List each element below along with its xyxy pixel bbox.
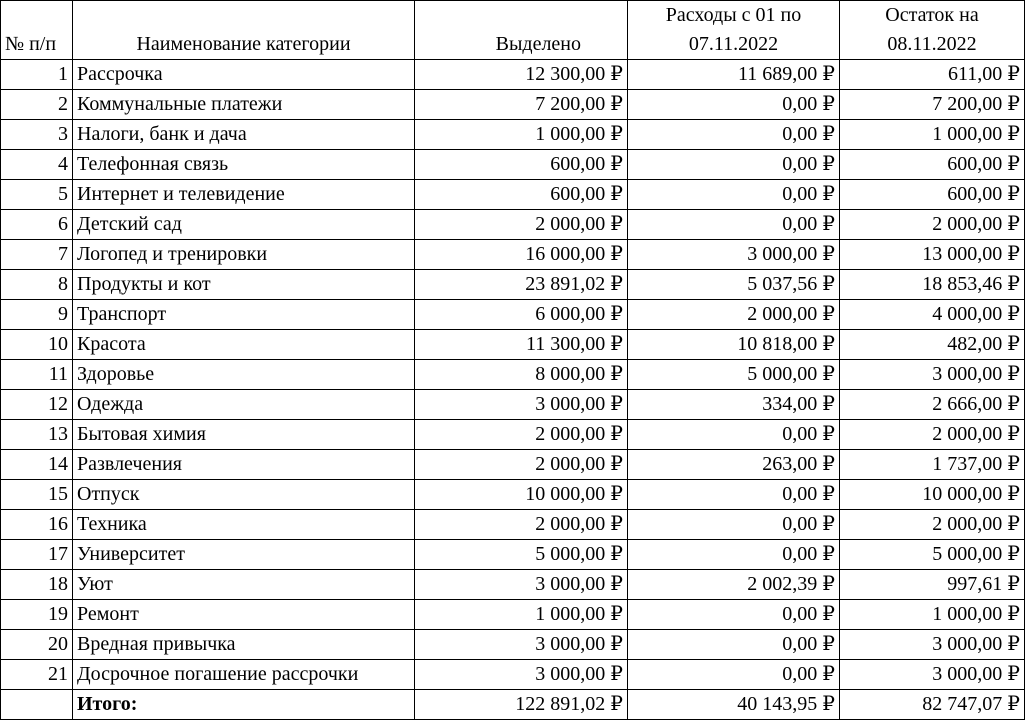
spent-cell: 0,00 ₽ [628,600,840,630]
remaining-cell: 3 000,00 ₽ [840,360,1025,390]
remaining-cell: 4 000,00 ₽ [840,300,1025,330]
row-number-cell: 9 [1,300,73,330]
spent-cell: 0,00 ₽ [628,540,840,570]
spent-cell: 0,00 ₽ [628,420,840,450]
table-row [1,60,1025,90]
row-number-cell: 7 [1,240,73,270]
spent-cell: 5 000,00 ₽ [628,360,840,390]
remaining-cell: 3 000,00 ₽ [840,660,1025,690]
row-number-cell: 5 [1,180,73,210]
category-name-cell: Интернет и телевидение [73,180,415,210]
spent-cell: 0,00 ₽ [628,150,840,180]
header-category-name: Наименование категории [73,1,415,60]
table-row [1,240,1025,270]
total-spent: 40 143,95 ₽ [628,690,840,720]
category-name-cell: Красота [73,330,415,360]
table-body [1,60,1025,690]
table-row [1,540,1025,570]
table-row [1,420,1025,450]
category-name-cell: Транспорт [73,300,415,330]
row-number-cell: 15 [1,480,73,510]
table-row [1,90,1025,120]
table-row [1,630,1025,660]
category-name-cell: Коммунальные платежи [73,90,415,120]
remaining-cell: 2 000,00 ₽ [840,510,1025,540]
row-number-cell: 20 [1,630,73,660]
table-row [1,660,1025,690]
spent-cell: 0,00 ₽ [628,120,840,150]
row-number-cell: 12 [1,390,73,420]
category-name-cell: Вредная привычка [73,630,415,660]
header-allocated: Выделено [415,1,628,60]
remaining-cell: 3 000,00 ₽ [840,630,1025,660]
header-spent-line2: 07.11.2022 [688,33,779,55]
category-name-cell: Техника [73,510,415,540]
row-number-cell: 16 [1,510,73,540]
remaining-cell: 18 853,46 ₽ [840,270,1025,300]
allocated-cell: 6 000,00 ₽ [415,300,628,330]
table-row [1,180,1025,210]
total-number-cell [1,690,73,720]
allocated-cell: 600,00 ₽ [415,150,628,180]
table-row [1,210,1025,240]
category-name-cell: Досрочное погашение рассрочки [73,660,415,690]
remaining-cell: 2 000,00 ₽ [840,210,1025,240]
category-name-cell: Налоги, банк и дача [73,120,415,150]
table-row [1,150,1025,180]
header-number: № п/п [1,1,73,60]
remaining-cell: 5 000,00 ₽ [840,540,1025,570]
row-number-cell: 17 [1,540,73,570]
table-row [1,300,1025,330]
spent-cell: 0,00 ₽ [628,480,840,510]
table-row [1,570,1025,600]
allocated-cell: 1 000,00 ₽ [415,600,628,630]
category-name-cell: Отпуск [73,480,415,510]
table-footer [1,690,1025,720]
row-number-cell: 14 [1,450,73,480]
spent-cell: 0,00 ₽ [628,660,840,690]
allocated-cell: 1 000,00 ₽ [415,120,628,150]
total-allocated: 122 891,02 ₽ [415,690,628,720]
spent-cell: 10 818,00 ₽ [628,330,840,360]
allocated-cell: 3 000,00 ₽ [415,570,628,600]
allocated-cell: 7 200,00 ₽ [415,90,628,120]
category-name-cell: Уют [73,570,415,600]
table-row [1,270,1025,300]
remaining-cell: 2 666,00 ₽ [840,390,1025,420]
spent-cell: 0,00 ₽ [628,90,840,120]
row-number-cell: 3 [1,120,73,150]
table-row [1,450,1025,480]
row-number-cell: 11 [1,360,73,390]
remaining-cell: 600,00 ₽ [840,150,1025,180]
category-name-cell: Бытовая химия [73,420,415,450]
spent-cell: 263,00 ₽ [628,450,840,480]
allocated-cell: 16 000,00 ₽ [415,240,628,270]
table-row [1,330,1025,360]
allocated-cell: 2 000,00 ₽ [415,420,628,450]
table-row [1,360,1025,390]
category-name-cell: Телефонная связь [73,150,415,180]
header-spent [628,1,840,60]
remaining-cell: 611,00 ₽ [840,60,1025,90]
remaining-cell: 482,00 ₽ [840,330,1025,360]
allocated-cell: 2 000,00 ₽ [415,210,628,240]
total-row [1,690,1025,720]
row-number-cell: 18 [1,570,73,600]
allocated-cell: 23 891,02 ₽ [415,270,628,300]
allocated-cell: 2 000,00 ₽ [415,450,628,480]
allocated-cell: 3 000,00 ₽ [415,390,628,420]
remaining-cell: 7 200,00 ₽ [840,90,1025,120]
category-name-cell: Логопед и тренировки [73,240,415,270]
header-remaining-line2: 08.11.2022 [887,33,977,55]
header-remaining [840,1,1025,60]
table-row [1,480,1025,510]
table-header [1,1,1025,60]
remaining-cell: 1 000,00 ₽ [840,600,1025,630]
category-name-cell: Одежда [73,390,415,420]
spent-cell: 2 000,00 ₽ [628,300,840,330]
allocated-cell: 11 300,00 ₽ [415,330,628,360]
allocated-cell: 5 000,00 ₽ [415,540,628,570]
header-row [1,1,1025,60]
row-number-cell: 10 [1,330,73,360]
row-number-cell: 1 [1,60,73,90]
spent-cell: 3 000,00 ₽ [628,240,840,270]
allocated-cell: 2 000,00 ₽ [415,510,628,540]
remaining-cell: 997,61 ₽ [840,570,1025,600]
remaining-cell: 13 000,00 ₽ [840,240,1025,270]
total-remaining: 82 747,07 ₽ [840,690,1025,720]
spent-cell: 0,00 ₽ [628,630,840,660]
allocated-cell: 10 000,00 ₽ [415,480,628,510]
category-name-cell: Рассрочка [73,60,415,90]
allocated-cell: 8 000,00 ₽ [415,360,628,390]
category-name-cell: Ремонт [73,600,415,630]
spent-cell: 0,00 ₽ [628,210,840,240]
spent-cell: 0,00 ₽ [628,180,840,210]
row-number-cell: 2 [1,90,73,120]
spent-cell: 11 689,00 ₽ [628,60,840,90]
category-name-cell: Детский сад [73,210,415,240]
table-row [1,510,1025,540]
row-number-cell: 8 [1,270,73,300]
allocated-cell: 600,00 ₽ [415,180,628,210]
remaining-cell: 10 000,00 ₽ [840,480,1025,510]
category-name-cell: Университет [73,540,415,570]
remaining-cell: 600,00 ₽ [840,180,1025,210]
table-row [1,120,1025,150]
allocated-cell: 12 300,00 ₽ [415,60,628,90]
remaining-cell: 2 000,00 ₽ [840,420,1025,450]
remaining-cell: 1 000,00 ₽ [840,120,1025,150]
total-label: Итого: [73,690,415,720]
spent-cell: 2 002,39 ₽ [628,570,840,600]
row-number-cell: 19 [1,600,73,630]
allocated-cell: 3 000,00 ₽ [415,630,628,660]
header-remaining-line1: Остаток на [885,4,979,26]
spent-cell: 334,00 ₽ [628,390,840,420]
row-number-cell: 4 [1,150,73,180]
table-row [1,390,1025,420]
category-name-cell: Продукты и кот [73,270,415,300]
spent-cell: 0,00 ₽ [628,510,840,540]
category-name-cell: Здоровье [73,360,415,390]
table-row [1,600,1025,630]
row-number-cell: 13 [1,420,73,450]
header-spent-line1: Расходы с 01 по [665,4,802,26]
row-number-cell: 6 [1,210,73,240]
spent-cell: 5 037,56 ₽ [628,270,840,300]
category-name-cell: Развлечения [73,450,415,480]
remaining-cell: 1 737,00 ₽ [840,450,1025,480]
row-number-cell: 21 [1,660,73,690]
allocated-cell: 3 000,00 ₽ [415,660,628,690]
